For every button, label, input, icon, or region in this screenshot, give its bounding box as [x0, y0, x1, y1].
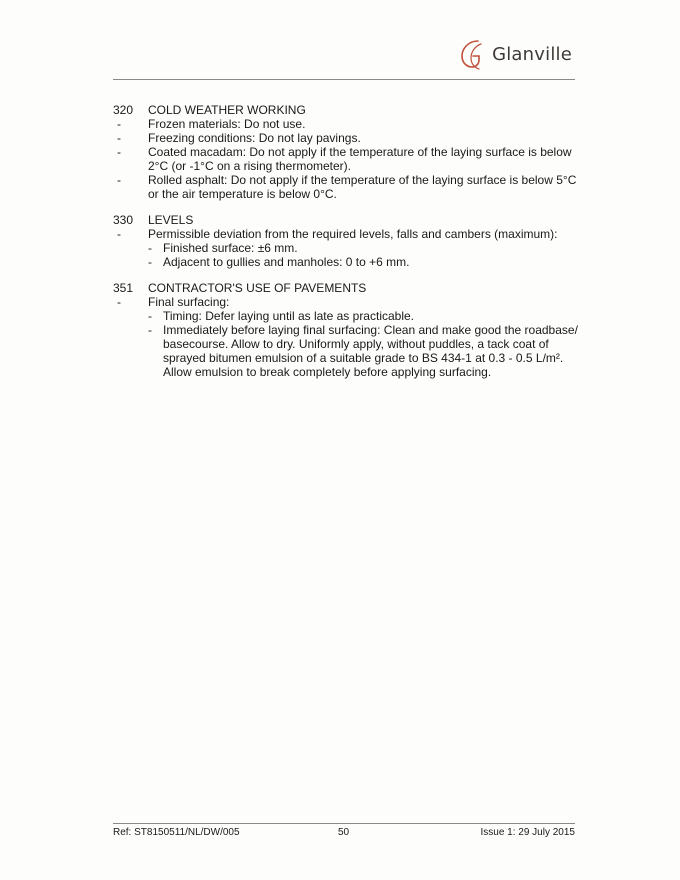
- clause-330: [113, 213, 583, 269]
- clause-heading: [113, 103, 583, 117]
- clause-item: [113, 131, 583, 145]
- bullet-dash: -: [117, 145, 121, 159]
- sub-item-text: Finished surface: ±6 mm.: [163, 241, 298, 255]
- footer-page-number: 50: [338, 827, 350, 838]
- clause-item-body: [148, 295, 583, 379]
- sub-item-text: Timing: Defer laying until as late as practicable.: [163, 309, 415, 323]
- clause-item-body: [148, 131, 583, 145]
- clause-item-text: Coated macadam: Do not apply if the temperature of the laying surface is below 2°C (or -1°C on a rising thermometer).: [148, 145, 572, 173]
- sub-item: [148, 309, 583, 323]
- clause-number: 330: [113, 213, 134, 227]
- clause-item-text: Frozen materials: Do not use.: [148, 117, 306, 131]
- sub-bullet-dash: -: [148, 323, 152, 337]
- clause-heading: [113, 213, 583, 227]
- clause-item-body: [148, 117, 583, 131]
- clause-320: [113, 103, 583, 201]
- clause-number: 351: [113, 281, 134, 295]
- clause-item: [113, 145, 583, 173]
- footer-issue-date: Issue 1: 29 July 2015: [480, 827, 575, 838]
- clause-heading: [113, 281, 583, 295]
- clause-item-text: Freezing conditions: Do not lay pavings.: [148, 131, 361, 145]
- clause-item: [113, 295, 583, 379]
- bullet-dash: -: [117, 295, 121, 309]
- sub-item: [148, 255, 583, 269]
- glanville-g-mark-icon: [458, 37, 488, 71]
- logo-text: Glanville: [492, 43, 572, 65]
- company-logo: [458, 36, 572, 72]
- clause-item-body: [148, 145, 583, 173]
- document-body: [113, 103, 583, 391]
- bullet-dash: -: [117, 227, 121, 241]
- sub-item: [148, 241, 583, 255]
- clause-item: [113, 227, 583, 269]
- clause-item-text: Permissible deviation from the required levels, falls and cambers (maximum):: [148, 227, 558, 241]
- bullet-dash: -: [117, 131, 121, 145]
- clause-item: [113, 117, 583, 131]
- sub-bullet-dash: -: [148, 309, 152, 323]
- sub-item-text: Adjacent to gullies and manholes: 0 to +6 mm.: [163, 255, 410, 269]
- header-divider: [113, 79, 575, 80]
- clause-title: LEVELS: [148, 213, 194, 227]
- clause-item: [113, 173, 583, 201]
- clause-number: 320: [113, 103, 134, 117]
- sub-item-text: Immediately before laying final surfacing: Clean and make good the roadbase/ basecourse. Allow to dry. Uniformly apply, without puddles, a tack coat of sprayed bitumen emulsion of a suitable grade to BS 434-1 at 0.3 - 0.5 L/m². Allow emulsion to break completely before applying surfacing.: [163, 323, 578, 379]
- bullet-dash: -: [117, 117, 121, 131]
- footer-divider: [113, 823, 575, 824]
- bullet-dash: -: [117, 173, 121, 187]
- sub-bullet-dash: -: [148, 241, 152, 255]
- sub-bullet-dash: -: [148, 255, 152, 269]
- clause-item-body: [148, 173, 583, 201]
- sub-item: [148, 323, 583, 379]
- clause-351: [113, 281, 583, 379]
- footer-reference: Ref: ST8150511/NL/DW/005: [113, 827, 240, 838]
- clause-item-body: [148, 227, 583, 269]
- clause-title: CONTRACTOR'S USE OF PAVEMENTS: [148, 281, 367, 295]
- clause-item-text: Rolled asphalt: Do not apply if the temperature of the laying surface is below 5°C or the air temperature is below 0°C.: [148, 173, 577, 201]
- clause-item-text: Final surfacing:: [148, 295, 230, 309]
- clause-title: COLD WEATHER WORKING: [148, 103, 306, 117]
